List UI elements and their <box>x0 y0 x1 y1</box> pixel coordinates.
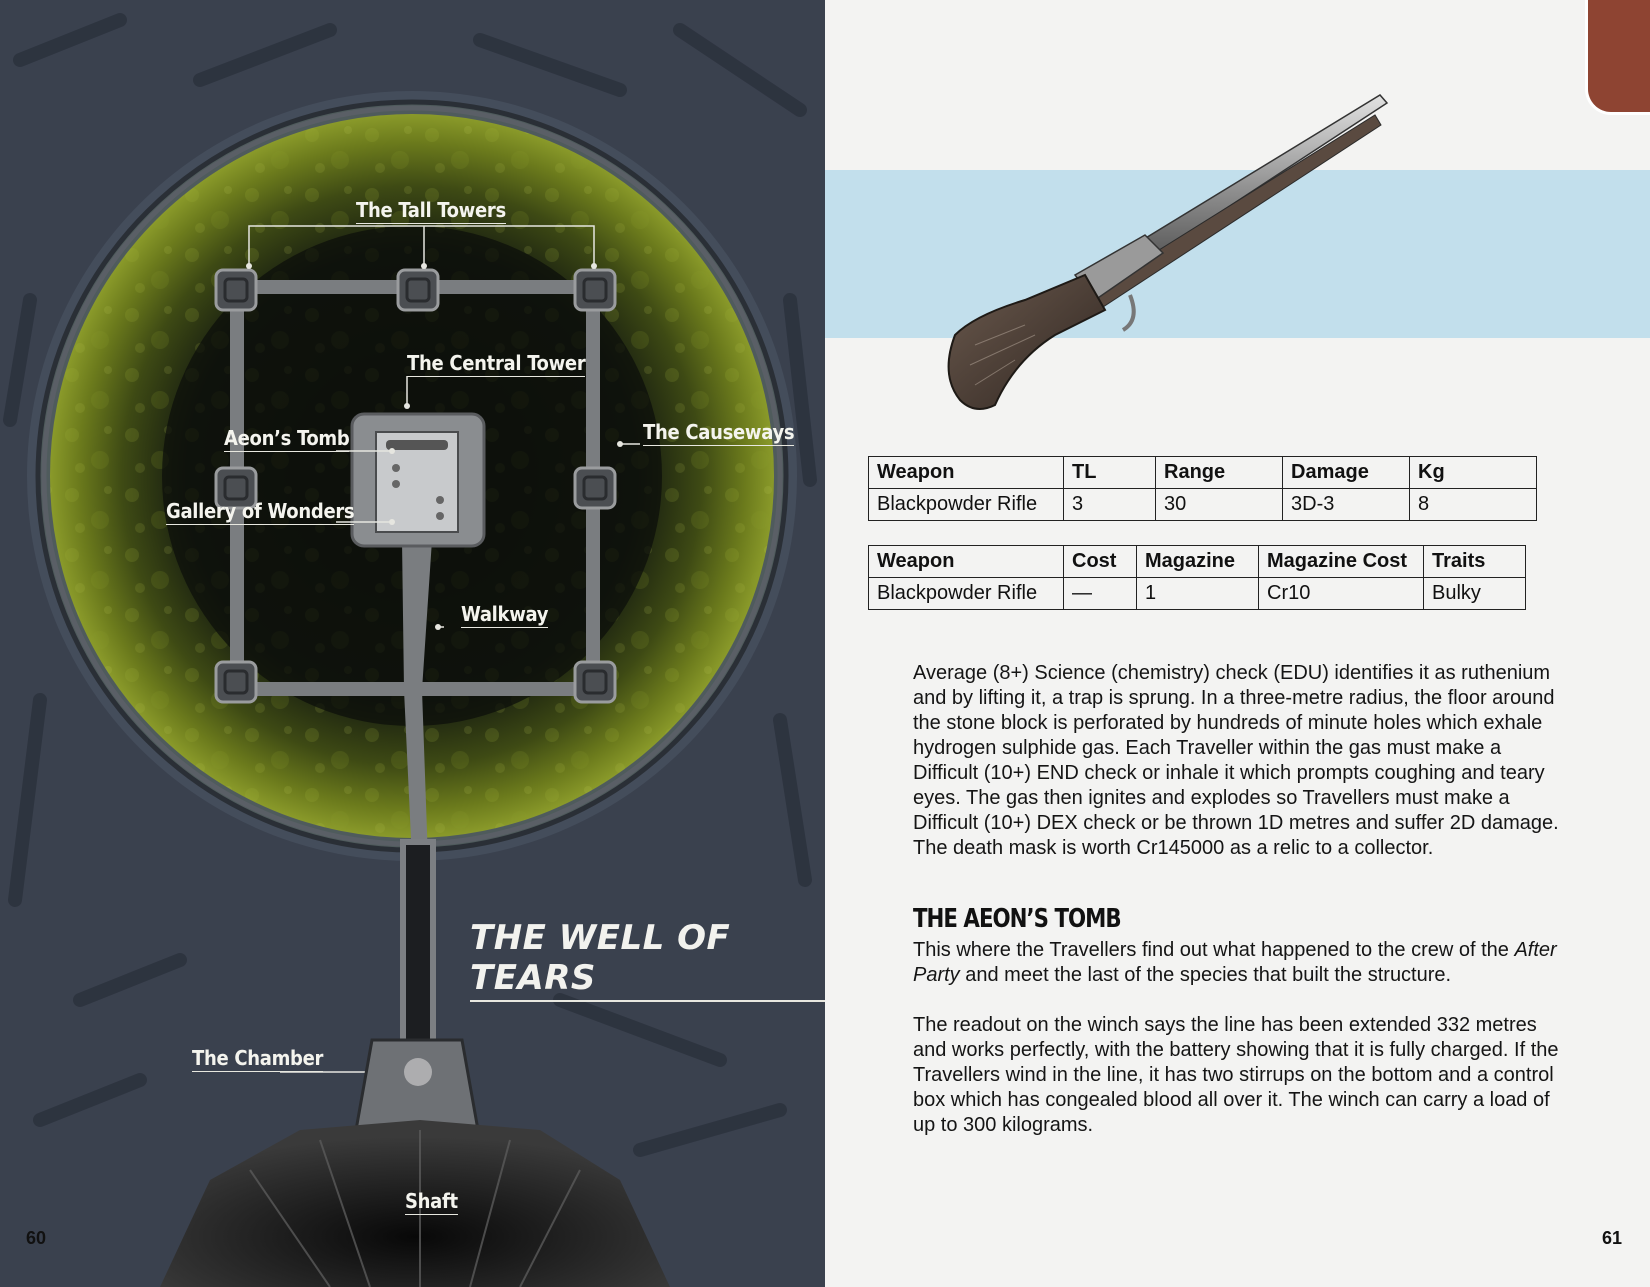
table-cell: 1 <box>1137 578 1259 610</box>
paragraph-text-start: This where the Travellers find out what happened to the crew of the <box>913 939 1509 961</box>
label-walkway: Walkway <box>461 602 549 626</box>
body-paragraph-intro <box>913 938 1563 988</box>
label-tall-towers: The Tall Towers <box>356 198 506 222</box>
page-number-right: 61 <box>1602 1228 1623 1248</box>
label-shaft: Shaft <box>405 1189 458 1213</box>
table-row <box>869 578 1526 610</box>
table-cell: Cr10 <box>1259 578 1424 610</box>
paragraph-text <box>913 938 1563 988</box>
table-header: Traits <box>1424 546 1526 578</box>
table-header: Damage <box>1283 457 1410 489</box>
label-causeways: The Causeways <box>643 420 795 444</box>
table-header: Magazine Cost <box>1259 546 1424 578</box>
weapon-stats-table-1 <box>868 456 1537 521</box>
map-title: THE WELL OF TEARS <box>470 918 825 1002</box>
table-cell: Bulky <box>1424 578 1526 610</box>
paragraph-text-end: and meet the last of the species that built the structure. <box>965 964 1452 986</box>
table-header-row <box>869 457 1537 489</box>
table-header: Range <box>1156 457 1283 489</box>
table-header: Kg <box>1410 457 1537 489</box>
ship-name-italic: After Party <box>913 939 1557 986</box>
label-the-chamber: The Chamber <box>192 1046 324 1070</box>
blackpowder-rifle-image <box>935 85 1405 435</box>
table-cell: 30 <box>1156 489 1283 521</box>
section-heading-aeons-tomb: THE AEON’S TOMB <box>913 904 1121 934</box>
table-header: Cost <box>1064 546 1137 578</box>
label-central-tower: The Central Tower <box>407 351 586 375</box>
right-page <box>825 0 1650 1287</box>
table-cell: 3 <box>1064 489 1156 521</box>
table-cell: Blackpowder Rifle <box>869 489 1064 521</box>
paragraph-text: Average (8+) Science (chemistry) check (EDU) identifies it as ruthenium and by lifting it, a trap is sprung. In a three-metre radius, the floor around the stone block is perforated by hundreds of minute holes which exhale hydrogen sulphide gas. Each Traveller within the gas must make a Difficult (10+) END check or inhale it which prompts coughing and teary eyes. The gas then ignites and explodes so Travellers must make a Difficult (10+) DEX check or be thrown 1D metres and suffer 2D damage. The death mask is worth Cr145000 as a relic to a collector. <box>913 662 1559 859</box>
table-row <box>869 489 1537 521</box>
weapon-stats-table-2 <box>868 545 1526 610</box>
paragraph-text: The readout on the winch says the line has been extended 332 metres and works perfectly, with the battery showing that it is fully charged. If the Travellers wind in the line, it has two stirrups on the bottom and a control box which has congealed blood all over it. The winch can carry a load of up to 300 kilograms. <box>913 1014 1559 1136</box>
body-paragraph-winch <box>913 1013 1563 1138</box>
body-paragraph-trap <box>913 661 1563 861</box>
table-cell: — <box>1064 578 1137 610</box>
chapter-tab <box>1585 0 1650 115</box>
table-cell: Blackpowder Rifle <box>869 578 1064 610</box>
label-aeons-tomb: Aeon’s Tomb <box>224 426 350 450</box>
table-header: TL <box>1064 457 1156 489</box>
table-header: Weapon <box>869 546 1064 578</box>
table-cell: 3D-3 <box>1283 489 1410 521</box>
table-cell: 8 <box>1410 489 1537 521</box>
label-gallery-of-wonders: Gallery of Wonders <box>166 499 355 523</box>
table-header: Magazine <box>1137 546 1259 578</box>
table-header: Weapon <box>869 457 1064 489</box>
page-number-left: 60 <box>26 1228 47 1248</box>
table-header-row <box>869 546 1526 578</box>
